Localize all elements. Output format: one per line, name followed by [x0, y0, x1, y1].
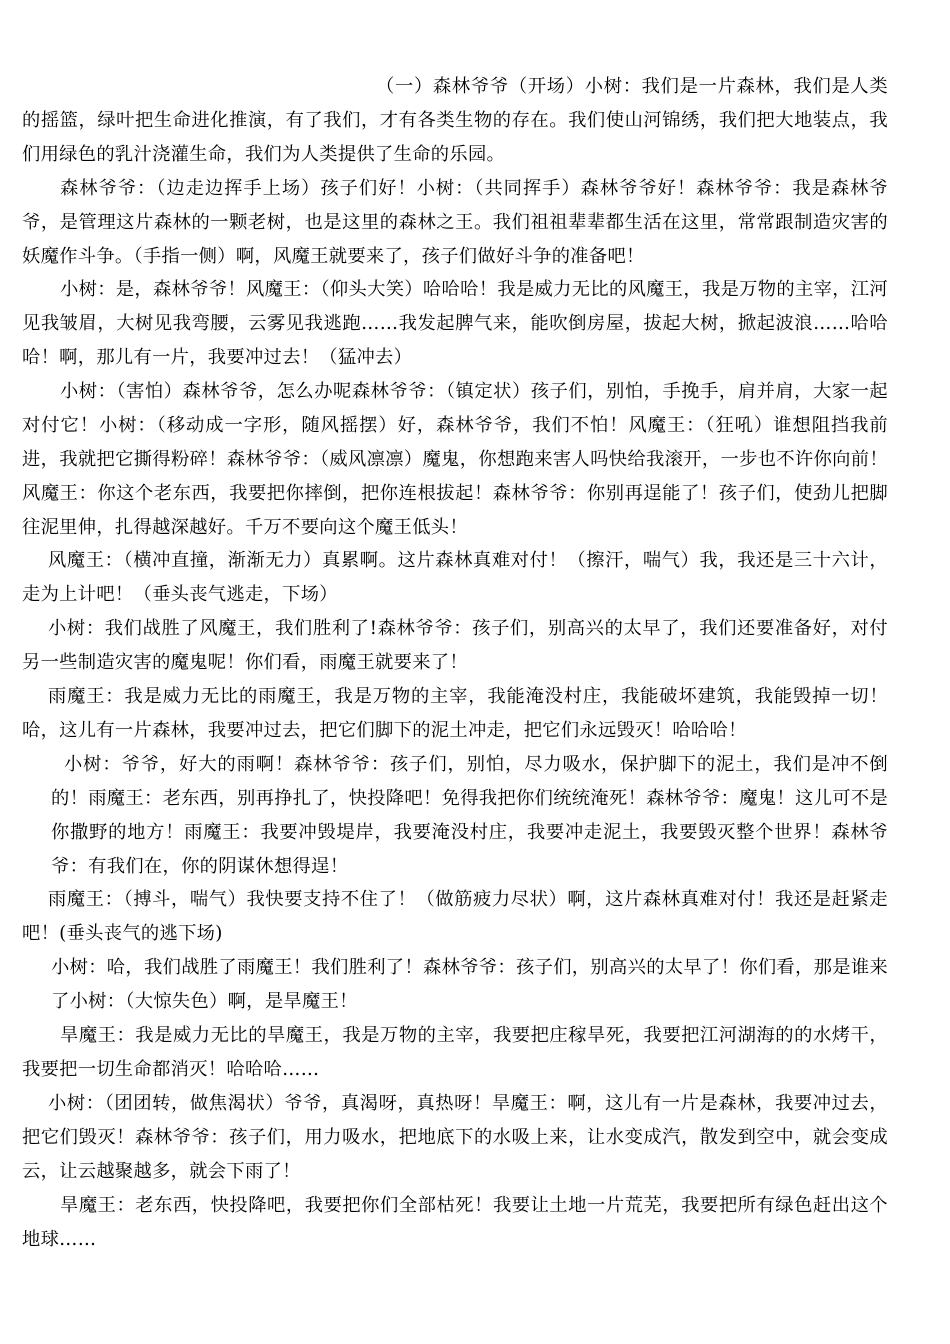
paragraph-wind-demon-retreats: 风魔王：（横冲直撞，渐渐无力）真累啊。这片森林真难对付！（擦汗，喘气）我，我还是三十六计，走为上计吧！（垂头丧气逃走，下场）	[22, 550, 888, 605]
paragraph-rain-victory: 小树：哈，我们战胜了雨魔王！我们胜利了！森林爷爷：孩子们，别高兴的太早了！你们看，那是谁来了小树：（大惊失色）啊，是旱魔王！	[51, 957, 888, 1012]
paragraph-rain-demon-enters: 雨魔王：我是威力无比的雨魔王，我是万物的主宰，我能淹没村庄，我能破坏建筑，我能毁掉一切！哈，这儿有一片森林，我要冲过去，把它们脚下的泥土冲走，把它们永远毁灭！哈哈哈！	[22, 686, 888, 741]
paragraph-drought-battle: 小树：（团团转，做焦渴状）爷爷，真渴呀，真热呀！旱魔王：啊，这儿有一片是森林，我要冲过去，把它们毁灭！森林爷爷：孩子们，用力吸水，把地底下的水吸上来，让水变成汽，散发到空中，就会变成云，让云越聚越多，就会下雨了！	[22, 1093, 888, 1182]
paragraph-wind-battle: 小树：（害怕）森林爷爷，怎么办呢森林爷爷：（镇定状）孩子们，别怕，手挽手，肩并肩，大家一起对付它！小树：（移动成一字形，随风摇摆）好，森林爷爷，我们不怕！风魔王：（狂吼）谁想阻挡我前进，我就把它撕得粉碎！森林爷爷：（威风凛凛）魔鬼，你想跑来害人吗快给我滚开，一步也不许你向前！风魔王：你这个老东西，我要把你摔倒，把你连根拔起！森林爷爷：你别再逞能了！孩子们，使劲儿把脚往泥里伸，扎得越深越好。千万不要向这个魔王低头！	[22, 381, 888, 538]
paragraph-rain-demon-retreats: 雨魔王：（搏斗，喘气）我快要支持不住了！（做筋疲力尽状）啊，这片森林真难对付！我还是赶紧走吧！(垂头丧气的逃下场)	[22, 889, 888, 944]
paragraph-wind-victory: 小树：我们战胜了风魔王，我们胜利了!森林爷爷：孩子们，别高兴的太早了，我们还要准备好，对付另一些制造灾害的魔鬼呢！你们看，雨魔王就要来了！	[22, 618, 888, 673]
paragraph-opening: （一）森林爷爷（开场）小树：我们是一片森林，我们是人类的摇篮，绿叶把生命进化推演，有了我们，才有各类生物的存在。我们使山河锦绣，我们把大地装点，我们用绿色的乳汁浇灌生命，我们为人类提供了生命的乐园。	[22, 76, 888, 165]
paragraph-wind-demon-enters: 小树：是，森林爷爷！风魔王：（仰头大笑）哈哈哈！我是威力无比的风魔王，我是万物的主宰，江河见我皱眉，大树见我弯腰，云雾见我逃跑……我发起脾气来，能吹倒房屋，拔起大树，掀起波浪……哈哈哈！啊，那儿有一片，我要冲过去！（猛冲去）	[22, 279, 888, 368]
paragraph-drought-threat: 旱魔王：老东西，快投降吧，我要把你们全部枯死！我要让土地一片荒芜，我要把所有绿色赶出这个地球……	[22, 1195, 888, 1250]
paragraph-rain-battle: 小树：爷爷，好大的雨啊！森林爷爷：孩子们，别怕，尽力吸水，保护脚下的泥土，我们是冲不倒的！雨魔王：老东西，别再挣扎了，快投降吧！免得我把你们统统淹死！森林爷爷：魔鬼！这儿可不是你撒野的地方！雨魔王：我要冲毁堤岸，我要淹没村庄，我要冲走泥土，我要毁灭整个世界！森林爷爷：有我们在，你的阴谋休想得逞！	[51, 754, 888, 877]
paragraph-drought-demon-enters: 旱魔王：我是威力无比的旱魔王，我是万物的主宰，我要把庄稼旱死，我要把江河湖海的的水烤干，我要把一切生命都消灭！哈哈哈……	[22, 1025, 888, 1080]
paragraph-forest-grandpa-intro: 森林爷爷：（边走边挥手上场）孩子们好！小树：（共同挥手）森林爷爷好！森林爷爷：我是森林爷爷，是管理这片森林的一颗老树，也是这里的森林之王。我们祖祖辈辈都生活在这里，常常跟制造灾害的妖魔作斗争。（手指一侧）啊，风魔王就要来了，孩子们做好斗争的准备吧！	[22, 178, 888, 267]
